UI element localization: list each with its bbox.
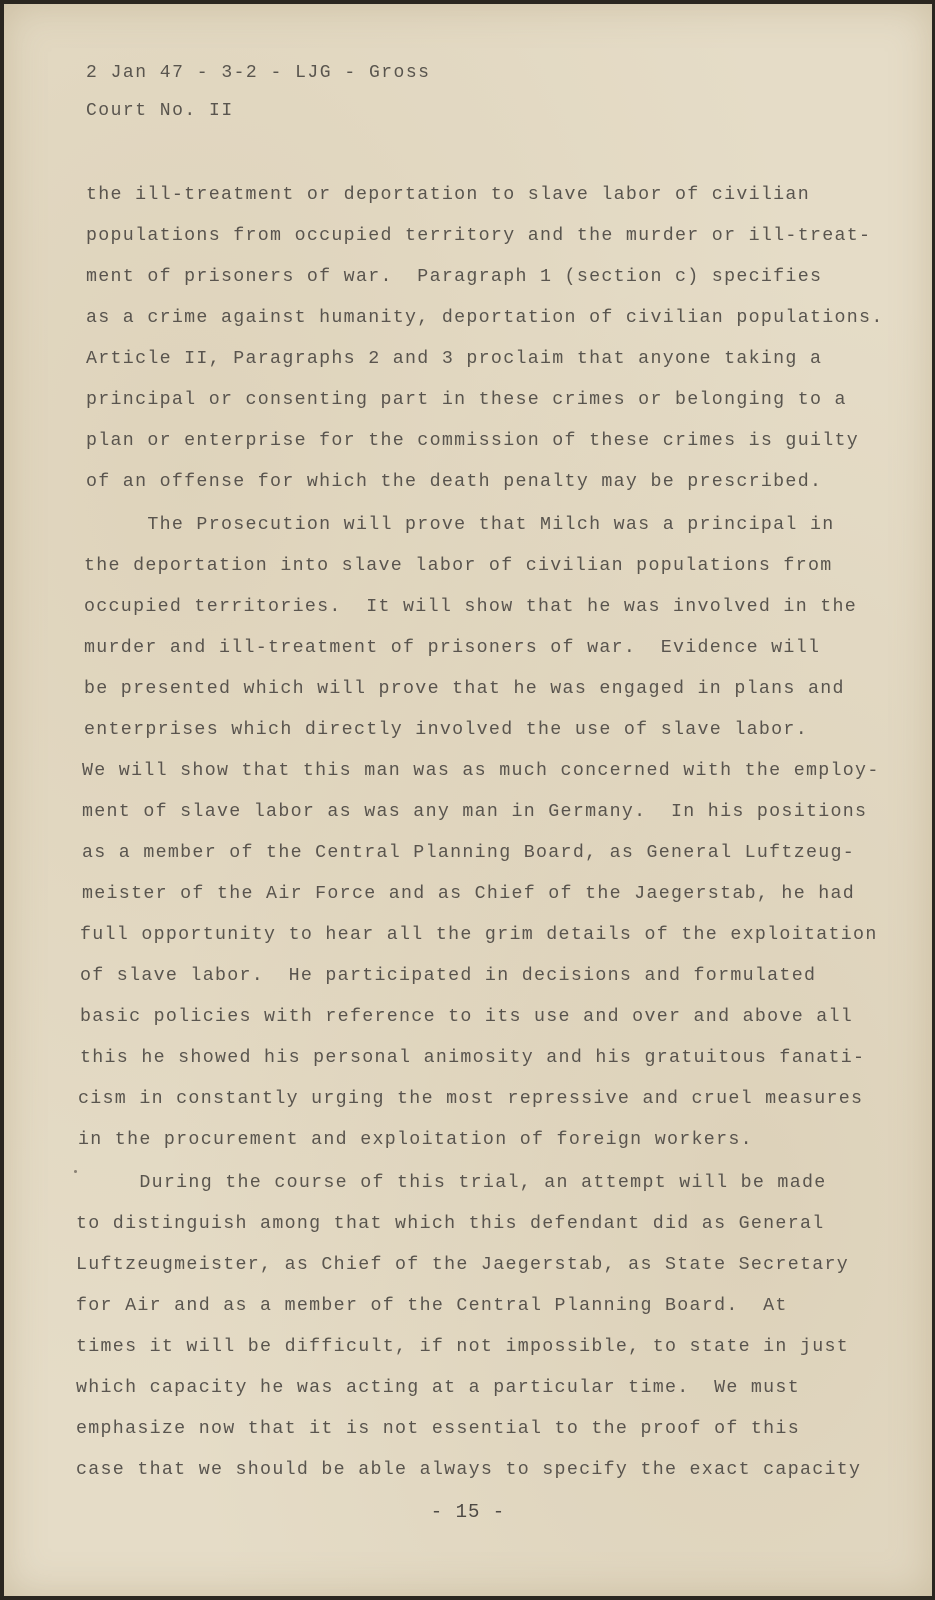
body-line: this he showed his personal animosity and his gratuitous fanati-	[80, 1048, 866, 1068]
header-line-2: Court No. II	[86, 101, 234, 121]
body-line: times it will be difficult, if not impossible, to state in just	[76, 1337, 850, 1357]
body-line: Article II, Paragraphs 2 and 3 proclaim that anyone taking a	[86, 349, 823, 369]
body-line: the deportation into slave labor of civilian populations from	[84, 556, 833, 576]
page-number: - 15 -	[430, 1501, 506, 1523]
body-line: The Prosecution will prove that Milch was a principal in	[86, 515, 835, 535]
body-line: as a crime against humanity, deportation of civilian populations.	[86, 308, 884, 328]
body-line: of an offense for which the death penalty may be prescribed.	[86, 472, 823, 492]
body-line: cism in constantly urging the most repressive and cruel measures	[78, 1089, 864, 1109]
body-line: Luftzeugmeister, as Chief of the Jaegerstab, as State Secretary	[76, 1255, 850, 1275]
header-line-1: 2 Jan 47 - 3-2 - LJG - Gross	[86, 63, 431, 83]
body-line: populations from occupied territory and the murder or ill-treat-	[86, 226, 872, 246]
body-line: for Air and as a member of the Central Planning Board. At	[76, 1296, 788, 1316]
body-line: to distinguish among that which this defendant did as General	[76, 1214, 825, 1234]
body-line: the ill-treatment or deportation to slave labor of civilian	[86, 185, 810, 205]
body-line: plan or enterprise for the commission of these crimes is guilty	[86, 431, 860, 451]
body-line: basic policies with reference to its use and over and above all	[80, 1007, 854, 1027]
margin-mark	[74, 1170, 77, 1173]
body-line: meister of the Air Force and as Chief of the Jaegerstab, he had	[82, 884, 856, 904]
body-line: full opportunity to hear all the grim details of the exploitation	[80, 925, 878, 945]
body-line: as a member of the Central Planning Board, as General Luftzeug-	[82, 843, 856, 863]
body-line: occupied territories. It will show that he was involved in the	[84, 597, 858, 617]
body-line: enterprises which directly involved the use of slave labor.	[84, 720, 808, 740]
body-line: During the course of this trial, an attempt will be made	[78, 1173, 827, 1193]
body-line: in the procurement and exploitation of foreign workers.	[78, 1130, 753, 1150]
body-line: of slave labor. He participated in decisions and formulated	[80, 966, 817, 986]
document-page	[4, 4, 932, 1596]
body-line: murder and ill-treatment of prisoners of war. Evidence will	[84, 638, 821, 658]
body-line: We will show that this man was as much concerned with the employ-	[82, 761, 880, 781]
body-line: be presented which will prove that he was engaged in plans and	[84, 679, 845, 699]
body-line: emphasize now that it is not essential to the proof of this	[76, 1419, 800, 1439]
body-line: ment of slave labor as was any man in Germany. In his positions	[82, 802, 868, 822]
body-line: ment of prisoners of war. Paragraph 1 (section c) specifies	[86, 267, 823, 287]
body-line: case that we should be able always to specify the exact capacity	[76, 1460, 862, 1480]
body-line: which capacity he was acting at a particular time. We must	[76, 1378, 800, 1398]
body-line: principal or consenting part in these crimes or belonging to a	[86, 390, 847, 410]
